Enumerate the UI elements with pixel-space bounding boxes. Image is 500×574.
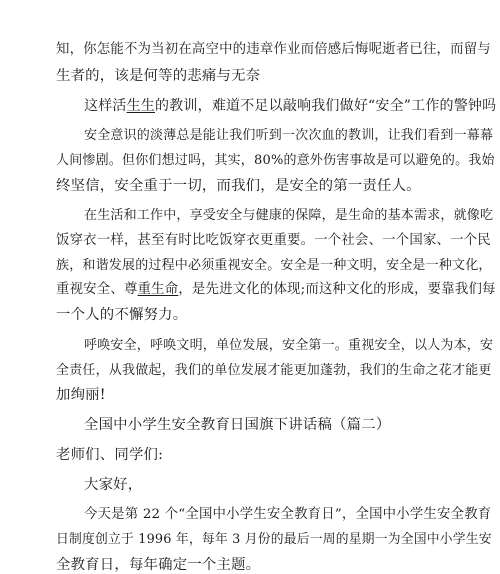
underlined-text: 生生 bbox=[126, 98, 156, 114]
paragraph-1-line-1: 知，你怎能不为当初在高空中的违章作业而倍感后悔呢逝者已往，而留与 bbox=[56, 42, 491, 57]
section-title: 全国中小学生安全教育日国旗下讲话稿（篇二） bbox=[84, 417, 391, 433]
paragraph-4-text-a: 重视安全、尊 bbox=[56, 282, 138, 297]
paragraph-2-text-a: 这样活 bbox=[84, 98, 127, 114]
underlined-text: 重生命 bbox=[137, 282, 179, 297]
paragraph-4-line-1: 在生活和工作中，享受安全与健康的保障，是生命的基本需求，就像吃 bbox=[84, 208, 494, 223]
paragraph-2-line-1 bbox=[84, 97, 496, 115]
paragraph-6-line-3: 全教育日，每年确定一个主题。 bbox=[56, 557, 261, 573]
paragraph-6-line-1: 今天是第 22 个“全国中小学生安全教育日”，全国中小学生安全教育 bbox=[84, 507, 492, 522]
paragraph-3-line-1: 安全意识的淡薄总是能让我们听到一次次血的教训，让我们看到一幕幕 bbox=[84, 128, 494, 143]
paragraph-5-line-1: 呼唤安全，呼唤文明，单位发展，安全第一。重视安全，以人为本，安 bbox=[84, 338, 494, 353]
paragraph-4-line-4 bbox=[56, 281, 496, 299]
paragraph-3-line-3: 终坚信，安全重于一切，而我们，是安全的第一责任人。 bbox=[56, 178, 421, 194]
paragraph-1-line-2: 生者的，该是何等的悲痛与无奈 bbox=[56, 68, 261, 84]
paragraph-4-text-b: ，是先进文化的体现;而这种文化的形成，要靠我们每 bbox=[178, 282, 496, 297]
paragraph-4-line-3: 族，和谐发展的过程中必须重视安全。安全是一种文明，安全是一种文化， bbox=[56, 258, 492, 273]
paragraph-4-line-5: 一个人的不懈努力。 bbox=[56, 307, 188, 323]
paragraph-5-line-2: 全责任，从我做起，我们的单位发展才能更加蓬勃，我们的生命之花才能更 bbox=[56, 363, 492, 378]
paragraph-3-line-2: 人间惨剧。但你们想过吗，其实，80%的意外伤害事故是可以避免的。我始 bbox=[56, 153, 495, 168]
paragraph-6-line-2: 日制度创立于 1996 年，每年 3 月份的最后一周的星期一为全国中小学生安 bbox=[56, 532, 492, 547]
salutation: 老师们、同学们: bbox=[56, 447, 164, 463]
paragraph-5-line-3: 加绚丽! bbox=[56, 387, 106, 403]
paragraph-2-text-b: 的教训，难道不足以敲响我们做好“安全”工作的警钟吗 bbox=[155, 98, 497, 114]
paragraph-4-line-2: 饭穿衣一样，甚至有时比吃饭穿衣更重要。一个社会、一个国家、一个民 bbox=[56, 233, 491, 248]
greeting: 大家好， bbox=[84, 477, 143, 493]
